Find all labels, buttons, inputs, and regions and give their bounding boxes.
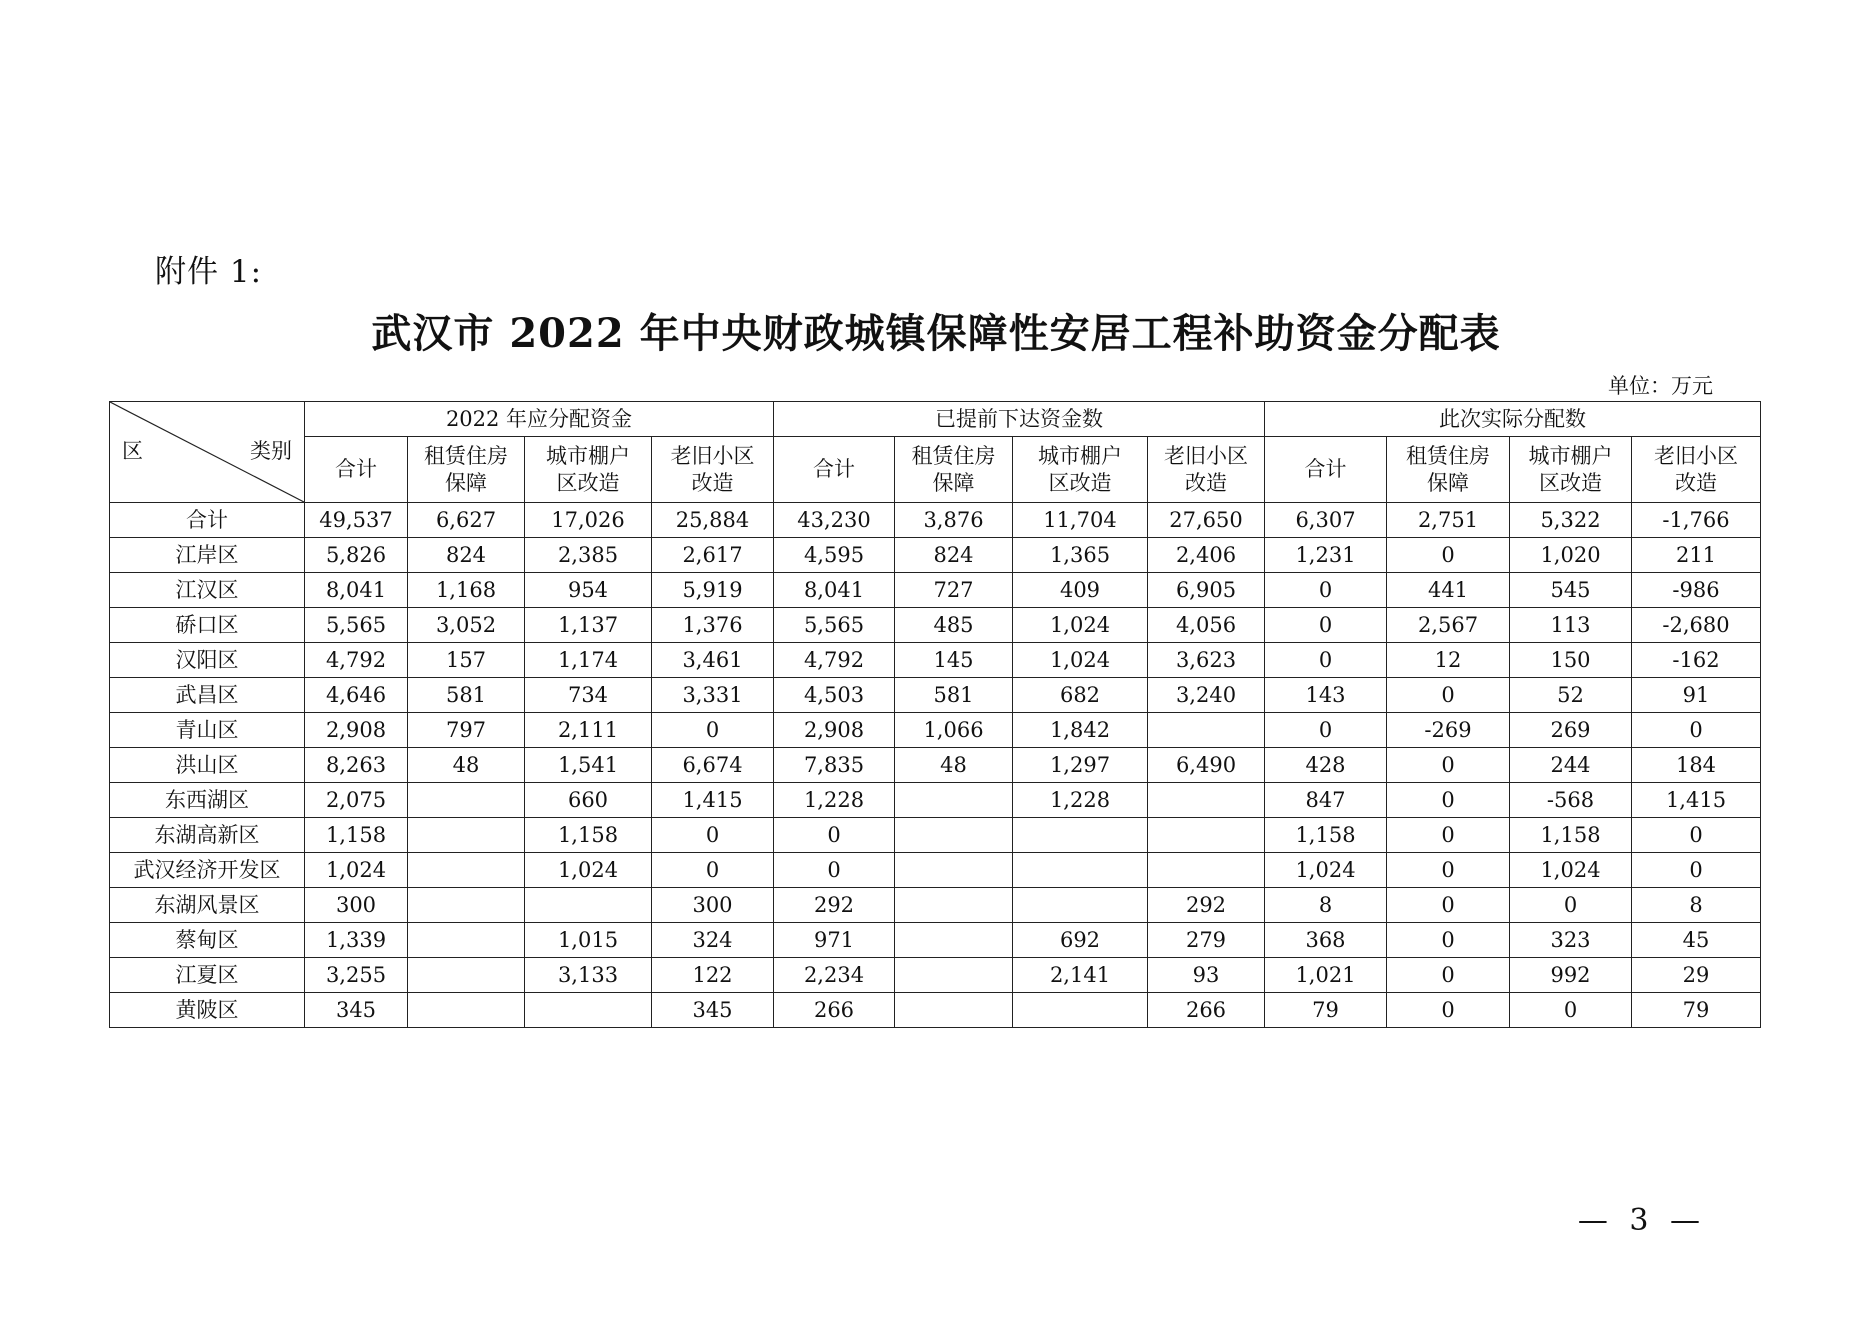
- district-name: 黄陂区: [110, 993, 305, 1028]
- amount-cell: 292: [774, 888, 895, 923]
- subheader-category: [408, 437, 525, 503]
- amount-cell: 0: [1632, 853, 1761, 888]
- amount-cell: 581: [895, 678, 1013, 713]
- subheader-line1: 城市棚户: [1528, 444, 1613, 469]
- subheader-line1: 租赁住房: [1406, 444, 1490, 469]
- table-row: [110, 573, 1761, 608]
- amount-cell: 368: [1265, 923, 1387, 958]
- amount-cell: 300: [305, 888, 408, 923]
- amount-cell: 91: [1632, 678, 1761, 713]
- amount-cell: 1,365: [1013, 538, 1148, 573]
- amount-cell: 6,490: [1148, 748, 1265, 783]
- amount-cell: 6,307: [1265, 503, 1387, 538]
- amount-cell: [1013, 993, 1148, 1028]
- amount-cell: [1013, 818, 1148, 853]
- district-name: 江岸区: [110, 538, 305, 573]
- amount-cell: 727: [895, 573, 1013, 608]
- amount-cell: 1,339: [305, 923, 408, 958]
- amount-cell: 48: [895, 748, 1013, 783]
- subheader-category: [1148, 437, 1265, 503]
- table-row: [110, 713, 1761, 748]
- amount-cell: 660: [525, 783, 652, 818]
- amount-cell: 244: [1510, 748, 1632, 783]
- amount-cell: 1,137: [525, 608, 652, 643]
- amount-cell: 122: [652, 958, 774, 993]
- amount-cell: 1,415: [652, 783, 774, 818]
- amount-cell: 824: [895, 538, 1013, 573]
- amount-cell: 3,240: [1148, 678, 1265, 713]
- subheader-total: 合计: [305, 437, 408, 503]
- amount-cell: 2,075: [305, 783, 408, 818]
- amount-cell: 5,826: [305, 538, 408, 573]
- amount-cell: 2,111: [525, 713, 652, 748]
- amount-cell: [408, 958, 525, 993]
- subheader-line1: 城市棚户: [1038, 444, 1122, 469]
- attachment-label: 附件 1:: [155, 254, 263, 290]
- district-name: 武汉经济开发区: [110, 853, 305, 888]
- subheader-line2: 区改造: [1539, 470, 1602, 495]
- district-name: 武昌区: [110, 678, 305, 713]
- subheader-line2: 改造: [691, 470, 734, 495]
- district-name: 东湖高新区: [110, 818, 305, 853]
- amount-cell: 113: [1510, 608, 1632, 643]
- amount-cell: [895, 853, 1013, 888]
- subheader-category: [895, 437, 1013, 503]
- amount-cell: 0: [1387, 783, 1510, 818]
- subheader-line2: 保障: [1427, 470, 1469, 495]
- amount-cell: [408, 923, 525, 958]
- amount-cell: 1,231: [1265, 538, 1387, 573]
- amount-cell: 157: [408, 643, 525, 678]
- amount-cell: [1148, 713, 1265, 748]
- amount-cell: 4,792: [305, 643, 408, 678]
- amount-cell: 0: [1387, 678, 1510, 713]
- amount-cell: 6,674: [652, 748, 774, 783]
- amount-cell: 27,650: [1148, 503, 1265, 538]
- amount-cell: 0: [1265, 713, 1387, 748]
- amount-cell: 52: [1510, 678, 1632, 713]
- amount-cell: 8,041: [774, 573, 895, 608]
- table-row: [110, 923, 1761, 958]
- table-row: [110, 748, 1761, 783]
- amount-cell: 4,792: [774, 643, 895, 678]
- subheader-category: [652, 437, 774, 503]
- amount-cell: 145: [895, 643, 1013, 678]
- amount-cell: 0: [1510, 993, 1632, 1028]
- amount-cell: 1,020: [1510, 538, 1632, 573]
- amount-cell: 797: [408, 713, 525, 748]
- amount-cell: 545: [1510, 573, 1632, 608]
- amount-cell: 1,228: [774, 783, 895, 818]
- amount-cell: 0: [1265, 643, 1387, 678]
- amount-cell: [1013, 853, 1148, 888]
- amount-cell: 441: [1387, 573, 1510, 608]
- subheader-line2: 改造: [1675, 470, 1717, 495]
- amount-cell: 1,024: [1013, 643, 1148, 678]
- amount-cell: 0: [1387, 538, 1510, 573]
- amount-cell: [895, 993, 1013, 1028]
- amount-cell: [525, 888, 652, 923]
- amount-cell: 692: [1013, 923, 1148, 958]
- group-header: 2022 年应分配资金: [305, 402, 774, 437]
- amount-cell: 0: [1510, 888, 1632, 923]
- amount-cell: 1,228: [1013, 783, 1148, 818]
- district-name: 东西湖区: [110, 783, 305, 818]
- subheader-category: [1632, 437, 1761, 503]
- table-subheader-row: [110, 437, 1761, 503]
- amount-cell: 8: [1265, 888, 1387, 923]
- amount-cell: -269: [1387, 713, 1510, 748]
- amount-cell: 266: [1148, 993, 1265, 1028]
- amount-cell: 8,041: [305, 573, 408, 608]
- allocation-table: [109, 401, 1761, 1028]
- subheader-line1: 老旧小区: [1164, 444, 1248, 469]
- amount-cell: 2,617: [652, 538, 774, 573]
- amount-cell: 279: [1148, 923, 1265, 958]
- amount-cell: [895, 783, 1013, 818]
- amount-cell: 428: [1265, 748, 1387, 783]
- amount-cell: 1,066: [895, 713, 1013, 748]
- amount-cell: 150: [1510, 643, 1632, 678]
- amount-cell: 8,263: [305, 748, 408, 783]
- corner-row-label: 区: [122, 439, 143, 463]
- amount-cell: 1,168: [408, 573, 525, 608]
- district-name: 蔡甸区: [110, 923, 305, 958]
- amount-cell: 79: [1632, 993, 1761, 1028]
- amount-cell: 0: [652, 713, 774, 748]
- amount-cell: 0: [1632, 713, 1761, 748]
- amount-cell: 0: [1387, 748, 1510, 783]
- district-name: 东湖风景区: [110, 888, 305, 923]
- amount-cell: [895, 888, 1013, 923]
- amount-cell: 2,234: [774, 958, 895, 993]
- amount-cell: 485: [895, 608, 1013, 643]
- amount-cell: 4,595: [774, 538, 895, 573]
- amount-cell: 43,230: [774, 503, 895, 538]
- amount-cell: [895, 818, 1013, 853]
- amount-cell: 93: [1148, 958, 1265, 993]
- amount-cell: [525, 993, 652, 1028]
- amount-cell: 49,537: [305, 503, 408, 538]
- district-name: 青山区: [110, 713, 305, 748]
- amount-cell: 4,503: [774, 678, 895, 713]
- amount-cell: 0: [774, 818, 895, 853]
- amount-cell: [408, 993, 525, 1028]
- amount-cell: 1,541: [525, 748, 652, 783]
- amount-cell: 1,024: [525, 853, 652, 888]
- amount-cell: 5,919: [652, 573, 774, 608]
- amount-cell: 847: [1265, 783, 1387, 818]
- district-name: 洪山区: [110, 748, 305, 783]
- subheader-line2: 区改造: [556, 470, 620, 495]
- amount-cell: 3,623: [1148, 643, 1265, 678]
- amount-cell: 682: [1013, 678, 1148, 713]
- amount-cell: 1,376: [652, 608, 774, 643]
- amount-cell: 2,567: [1387, 608, 1510, 643]
- subheader-line2: 保障: [932, 470, 975, 495]
- subheader-line1: 租赁住房: [424, 444, 508, 469]
- table-row: [110, 818, 1761, 853]
- amount-cell: -2,680: [1632, 608, 1761, 643]
- amount-cell: 45: [1632, 923, 1761, 958]
- amount-cell: 3,255: [305, 958, 408, 993]
- amount-cell: 734: [525, 678, 652, 713]
- corner-col-label: 类别: [250, 439, 292, 463]
- amount-cell: 25,884: [652, 503, 774, 538]
- amount-cell: 0: [652, 853, 774, 888]
- subheader-line2: 区改造: [1048, 470, 1112, 495]
- amount-cell: [408, 888, 525, 923]
- amount-cell: 17,026: [525, 503, 652, 538]
- table-row: [110, 993, 1761, 1028]
- amount-cell: 1,024: [305, 853, 408, 888]
- amount-cell: 2,406: [1148, 538, 1265, 573]
- subheader-line1: 老旧小区: [670, 444, 755, 469]
- amount-cell: 1,158: [1510, 818, 1632, 853]
- amount-cell: 0: [1632, 818, 1761, 853]
- district-name: 江夏区: [110, 958, 305, 993]
- subheader-line2: 保障: [445, 470, 487, 495]
- amount-cell: 300: [652, 888, 774, 923]
- amount-cell: 0: [1265, 573, 1387, 608]
- amount-cell: 5,565: [305, 608, 408, 643]
- amount-cell: 581: [408, 678, 525, 713]
- amount-cell: 143: [1265, 678, 1387, 713]
- amount-cell: 1,158: [305, 818, 408, 853]
- district-name: 合计: [110, 503, 305, 538]
- amount-cell: 48: [408, 748, 525, 783]
- amount-cell: 2,908: [305, 713, 408, 748]
- amount-cell: 6,905: [1148, 573, 1265, 608]
- amount-cell: 211: [1632, 538, 1761, 573]
- amount-cell: 324: [652, 923, 774, 958]
- amount-cell: [1148, 783, 1265, 818]
- subheader-category: [1387, 437, 1510, 503]
- amount-cell: [408, 783, 525, 818]
- amount-cell: 2,141: [1013, 958, 1148, 993]
- amount-cell: 269: [1510, 713, 1632, 748]
- table-row: [110, 503, 1761, 538]
- amount-cell: 4,056: [1148, 608, 1265, 643]
- amount-cell: 1,415: [1632, 783, 1761, 818]
- subheader-total: 合计: [774, 437, 895, 503]
- amount-cell: 1,174: [525, 643, 652, 678]
- amount-cell: 2,908: [774, 713, 895, 748]
- amount-cell: 79: [1265, 993, 1387, 1028]
- amount-cell: 1,158: [525, 818, 652, 853]
- amount-cell: [408, 818, 525, 853]
- unit-label: 单位：万元: [1608, 374, 1713, 398]
- amount-cell: 1,015: [525, 923, 652, 958]
- amount-cell: 992: [1510, 958, 1632, 993]
- amount-cell: 1,297: [1013, 748, 1148, 783]
- amount-cell: 2,385: [525, 538, 652, 573]
- subheader-line2: 改造: [1185, 470, 1227, 495]
- amount-cell: 0: [1265, 608, 1387, 643]
- amount-cell: [895, 923, 1013, 958]
- amount-cell: -1,766: [1632, 503, 1761, 538]
- subheader-total: 合计: [1265, 437, 1387, 503]
- amount-cell: 3,876: [895, 503, 1013, 538]
- amount-cell: 824: [408, 538, 525, 573]
- amount-cell: [408, 853, 525, 888]
- table-row: [110, 643, 1761, 678]
- subheader-category: [1510, 437, 1632, 503]
- district-name: 硚口区: [110, 608, 305, 643]
- group-header: 此次实际分配数: [1265, 402, 1761, 437]
- amount-cell: 0: [1387, 993, 1510, 1028]
- amount-cell: 3,133: [525, 958, 652, 993]
- amount-cell: 1,024: [1013, 608, 1148, 643]
- amount-cell: 3,052: [408, 608, 525, 643]
- corner-header-cell: [110, 402, 305, 503]
- subheader-line1: 城市棚户: [546, 444, 630, 469]
- amount-cell: 184: [1632, 748, 1761, 783]
- amount-cell: 12: [1387, 643, 1510, 678]
- page-number: — 3 —: [1577, 1203, 1706, 1238]
- amount-cell: 5,322: [1510, 503, 1632, 538]
- amount-cell: 0: [1387, 888, 1510, 923]
- amount-cell: -162: [1632, 643, 1761, 678]
- amount-cell: 971: [774, 923, 895, 958]
- table-row: [110, 888, 1761, 923]
- amount-cell: [1148, 853, 1265, 888]
- amount-cell: 1,158: [1265, 818, 1387, 853]
- amount-cell: -568: [1510, 783, 1632, 818]
- amount-cell: 0: [1387, 853, 1510, 888]
- amount-cell: 292: [1148, 888, 1265, 923]
- amount-cell: 323: [1510, 923, 1632, 958]
- amount-cell: [1148, 818, 1265, 853]
- amount-cell: 5,565: [774, 608, 895, 643]
- amount-cell: 0: [1387, 958, 1510, 993]
- table-row: [110, 538, 1761, 573]
- table-row: [110, 958, 1761, 993]
- amount-cell: 29: [1632, 958, 1761, 993]
- amount-cell: 6,627: [408, 503, 525, 538]
- district-name: 汉阳区: [110, 643, 305, 678]
- amount-cell: 4,646: [305, 678, 408, 713]
- amount-cell: -986: [1632, 573, 1761, 608]
- amount-cell: 345: [652, 993, 774, 1028]
- amount-cell: 0: [774, 853, 895, 888]
- amount-cell: 1,021: [1265, 958, 1387, 993]
- table-header-row: [110, 402, 1761, 437]
- amount-cell: [895, 958, 1013, 993]
- amount-cell: 11,704: [1013, 503, 1148, 538]
- subheader-category: [1013, 437, 1148, 503]
- amount-cell: 8: [1632, 888, 1761, 923]
- table-row: [110, 608, 1761, 643]
- district-name: 江汉区: [110, 573, 305, 608]
- amount-cell: 0: [1387, 818, 1510, 853]
- amount-cell: 3,331: [652, 678, 774, 713]
- amount-cell: 345: [305, 993, 408, 1028]
- group-header: 已提前下达资金数: [774, 402, 1265, 437]
- amount-cell: 0: [1387, 923, 1510, 958]
- amount-cell: 2,751: [1387, 503, 1510, 538]
- subheader-line1: 租赁住房: [911, 444, 996, 469]
- table-row: [110, 853, 1761, 888]
- amount-cell: 0: [652, 818, 774, 853]
- document-title: 武汉市 2022 年中央财政城镇保障性安居工程补助资金分配表: [371, 310, 1501, 357]
- subheader-line1: 老旧小区: [1654, 444, 1738, 469]
- table-row: [110, 783, 1761, 818]
- amount-cell: 266: [774, 993, 895, 1028]
- amount-cell: 409: [1013, 573, 1148, 608]
- amount-cell: 1,024: [1265, 853, 1387, 888]
- table-row: [110, 678, 1761, 713]
- amount-cell: [1013, 888, 1148, 923]
- amount-cell: 7,835: [774, 748, 895, 783]
- subheader-category: [525, 437, 652, 503]
- amount-cell: 1,842: [1013, 713, 1148, 748]
- amount-cell: 1,024: [1510, 853, 1632, 888]
- amount-cell: 3,461: [652, 643, 774, 678]
- amount-cell: 954: [525, 573, 652, 608]
